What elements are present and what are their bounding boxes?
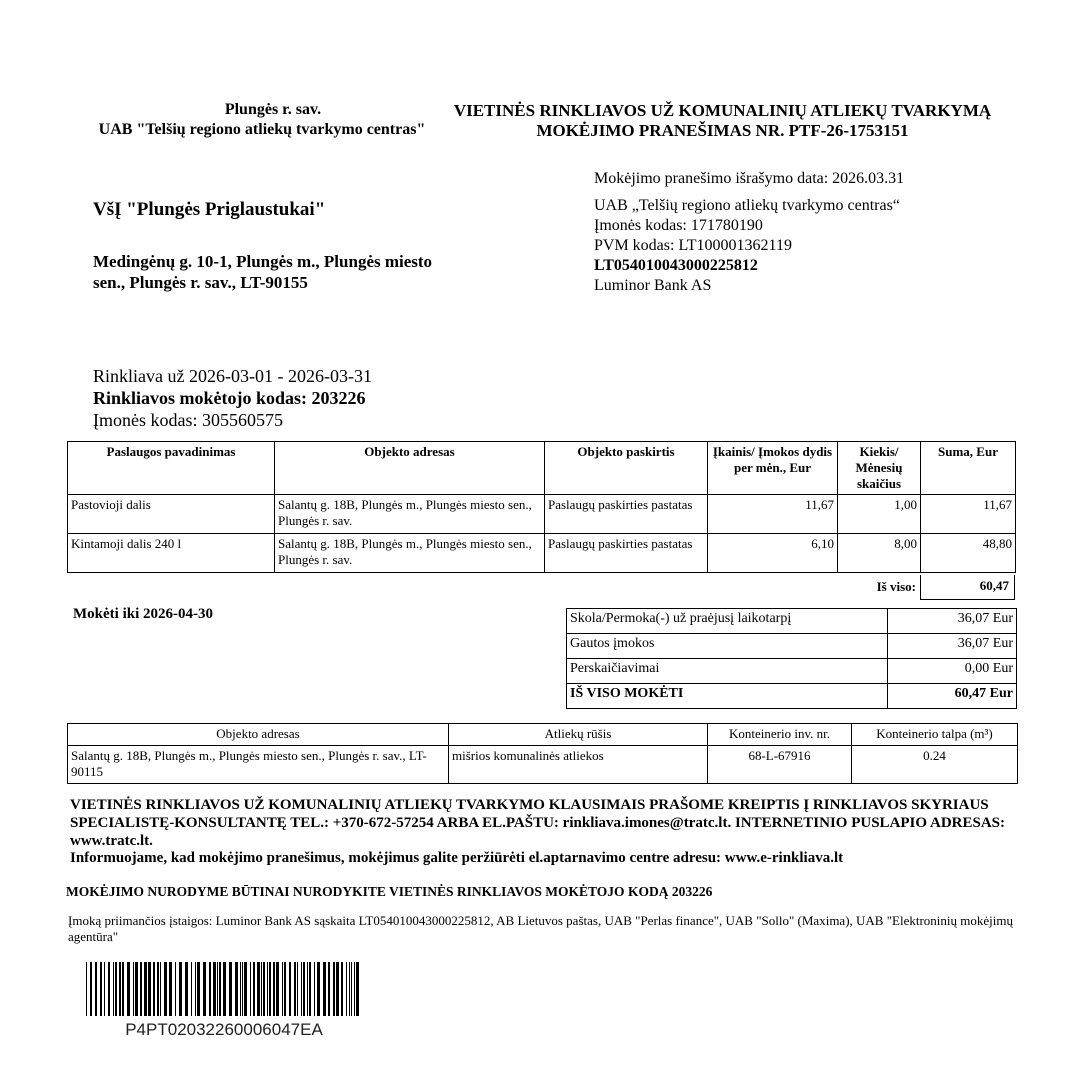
column-header: Suma, Eur (921, 442, 1016, 495)
balance-summary-table (566, 608, 1017, 709)
recipient-address-1: Medingėnų g. 10-1, Plungės m., Plungės miesto (93, 252, 433, 271)
column-header: Atliekų rūšis (449, 724, 708, 746)
barcode-bar (133, 962, 134, 1016)
recipient-name: VšĮ "Plungės Priglaustukai" (93, 199, 326, 220)
rate: 11,67 (708, 495, 838, 534)
barcode-bar (104, 962, 105, 1016)
summary-label: Gautos įmokos (567, 634, 888, 659)
summary-total-label: IŠ VISO MOKĖTI (567, 684, 888, 709)
barcode-bar (95, 962, 97, 1016)
barcode-bar (115, 962, 117, 1016)
barcode-bar (242, 962, 243, 1016)
municipality: Plungės r. sav. (224, 101, 322, 118)
barcode-bar (108, 962, 110, 1016)
column-header: Objekto adresas (275, 442, 545, 495)
services-table (67, 441, 1016, 573)
barcode-bar (100, 962, 102, 1016)
amount: 48,80 (921, 534, 1016, 573)
barcode-bar (351, 962, 352, 1016)
object-address: Salantų g. 18B, Plungės m., Plungės miesto sen., Plungės r. sav. (275, 534, 545, 573)
barcode-bar (317, 962, 320, 1016)
amount: 11,67 (921, 495, 1016, 534)
barcode-bar (113, 962, 114, 1016)
barcode-bar (328, 962, 330, 1016)
table-row (68, 534, 1016, 573)
barcode-bar (153, 962, 155, 1016)
barcode-bar (282, 962, 283, 1016)
barcode-bar (356, 962, 359, 1016)
barcode-bar (164, 962, 167, 1016)
barcode-bar (157, 962, 159, 1016)
column-header: Objekto paskirtis (545, 442, 708, 495)
barcode-bar (273, 962, 275, 1016)
barcode-bar (289, 962, 291, 1016)
barcode-bar (148, 962, 151, 1016)
issuer-bank: Luminor Bank AS (594, 277, 712, 294)
table-header-row (68, 442, 1016, 495)
issuer-company-code: Įmonės kodas: 171780190 (594, 217, 763, 234)
quantity: 1,00 (838, 495, 921, 534)
barcode-bar (323, 962, 326, 1016)
table-row (68, 746, 1018, 784)
barcode-bar (229, 962, 232, 1016)
barcode-bar (219, 962, 221, 1016)
operator-name: UAB "Telšių regiono atliekų tvarkymo centras" (98, 121, 426, 138)
barcode-bar (307, 962, 308, 1016)
table-header-row (68, 724, 1018, 746)
summary-total-value: 60,47 Eur (888, 684, 1017, 709)
barcode-bar (144, 962, 147, 1016)
barcode-bar (217, 962, 218, 1016)
barcode-bar (263, 962, 265, 1016)
summary-value: 36,07 Eur (888, 634, 1017, 659)
barcode-bar (346, 962, 347, 1016)
total-label: Iš viso: (876, 579, 916, 594)
barcode-bar (197, 962, 200, 1016)
column-header: Įkainis/ Įmokos dydis per mėn., Eur (708, 442, 838, 495)
barcode-bar (195, 962, 196, 1016)
barcode-text: P4PT02032260006047EA (125, 1020, 323, 1039)
container-capacity: 0.24 (852, 746, 1018, 784)
service-name: Kintamoji dalis 240 l (68, 534, 275, 573)
contact-notice: VIETINĖS RINKLIAVOS UŽ KOMUNALINIŲ ATLIEKŲ TVARKYMO KLAUSIMAIS PRAŠOME KREIPTIS Į RINKLIAVOS SKYRIAUS SPECIALISTĘ-KONSULTANTĘ TEL.: +370-672-57254 ARBA EL.PAŠTU: rinkliava.imones@tratc.lt. INTERNETINIO PUSLAPIO ADRESAS: www.tratc.lt. (70, 797, 1006, 849)
summary-value: 0,00 Eur (888, 659, 1017, 684)
barcode-bar (303, 962, 305, 1016)
barcode-bar (349, 962, 350, 1016)
barcode-bar (119, 962, 121, 1016)
barcode-bar (160, 962, 161, 1016)
barcode-bar (261, 962, 262, 1016)
issue-date: Mokėjimo pranešimo išrašymo data: 2026.03.31 (594, 170, 905, 187)
barcode-bar (250, 962, 251, 1016)
barcode-bar (276, 962, 279, 1016)
barcode-bar (191, 962, 192, 1016)
barcode-bar (175, 962, 176, 1016)
eservice-info: Informuojame, kad mokėjimo pranešimus, mokėjimus galite peržiūrėti el.aptarnavimo centre adresu: www.e-rinkliava.lt (70, 850, 844, 866)
barcode-bar (294, 962, 296, 1016)
summary-value: 36,07 Eur (888, 609, 1017, 634)
barcode-bar (213, 962, 216, 1016)
notice-number: MOKĖJIMO PRANEŠIMAS NR. PTF-26-1753151 (536, 121, 909, 140)
barcode-bar (309, 962, 311, 1016)
payment-acceptors: Įmoką priimančios įstaigos: Luminor Bank AS sąskaita LT054010043000225812, AB Lietuvos paštas, UAB "Perlas finance", UAB "Sollo" (Maxima), UAB "Elektroninių mokėjimų agentūra" (68, 913, 1013, 944)
barcode-bar (297, 962, 298, 1016)
waste-type: mišrios komunalinės atliekos (449, 746, 708, 784)
barcode-bar (257, 962, 260, 1016)
issuer-company: UAB „Telšių regiono atliekų tvarkymo centras“ (594, 197, 900, 214)
barcode-bar (90, 962, 92, 1016)
table-row (567, 684, 1017, 709)
barcode (86, 962, 362, 1016)
barcode-bar (135, 962, 138, 1016)
barcode-bar (269, 962, 271, 1016)
payer-code: Rinkliavos mokėtojo kodas: 203226 (93, 388, 366, 408)
object-purpose: Paslaugų paskirties pastatas (545, 534, 708, 573)
due-date: Mokėti iki 2026-04-30 (73, 606, 213, 622)
payment-code-note: MOKĖJIMO NURODYME BŪTINAI NURODYKITE VIETINĖS RINKLIAVOS MOKĖTOJO KODĄ 203226 (66, 884, 713, 899)
barcode-bar (240, 962, 241, 1016)
barcode-bar (314, 962, 315, 1016)
barcode-bar (244, 962, 247, 1016)
column-header: Konteinerio talpa (m³) (852, 724, 1018, 746)
object-purpose: Paslaugų paskirties pastatas (545, 495, 708, 534)
barcode-bar (235, 962, 238, 1016)
issuer-vat-code: PVM kodas: LT100001362119 (594, 237, 792, 254)
table-row (567, 609, 1017, 634)
barcode-bar (333, 962, 335, 1016)
barcode-bar (223, 962, 226, 1016)
object-address: Salantų g. 18B, Plungės m., Plungės miesto sen., Plungės r. sav. (275, 495, 545, 534)
object-address: Salantų g. 18B, Plungės m., Plungės miesto sen., Plungės r. sav., LT-90115 (68, 746, 449, 784)
container-number: 68-L-67916 (708, 746, 852, 784)
summary-label: Perskaičiavimai (567, 659, 888, 684)
column-header: Objekto adresas (68, 724, 449, 746)
table-row (567, 634, 1017, 659)
service-name: Pastovioji dalis (68, 495, 275, 534)
table-row (567, 659, 1017, 684)
recipient-address-2: sen., Plungės r. sav., LT-90155 (93, 273, 308, 292)
issuer-iban: LT054010043000225812 (594, 257, 758, 274)
fee-period: Rinkliava už 2026-03-01 - 2026-03-31 (93, 366, 372, 386)
barcode-bar (140, 962, 142, 1016)
rate: 6,10 (708, 534, 838, 573)
barcode-bar (185, 962, 188, 1016)
barcode-bar (354, 962, 355, 1016)
summary-label: Skola/Permoka(-) už praėjusį laikotarpį (567, 609, 888, 634)
barcode-bar (127, 962, 130, 1016)
barcode-bar (179, 962, 182, 1016)
column-header: Kiekis/ Mėnesių skaičius (838, 442, 921, 495)
barcode-bar (253, 962, 255, 1016)
barcode-bar (301, 962, 302, 1016)
barcode-bar (86, 962, 87, 1016)
barcode-bar (203, 962, 206, 1016)
barcode-bar (267, 962, 268, 1016)
barcode-bar (284, 962, 286, 1016)
barcode-bar (169, 962, 172, 1016)
quantity: 8,00 (838, 534, 921, 573)
table-row (68, 495, 1016, 534)
column-header: Konteinerio inv. nr. (708, 724, 852, 746)
barcode-bar (122, 962, 124, 1016)
document-title: VIETINĖS RINKLIAVOS UŽ KOMUNALINIŲ ATLIEKŲ TVARKYMĄ (453, 101, 992, 120)
containers-table (67, 723, 1018, 784)
barcode-bar (341, 962, 343, 1016)
total-value: 60,47 (920, 575, 1015, 600)
column-header: Paslaugos pavadinimas (68, 442, 275, 495)
payer-company-code: Įmonės kodas: 305560575 (93, 410, 283, 430)
barcode-bar (336, 962, 339, 1016)
barcode-bar (209, 962, 211, 1016)
